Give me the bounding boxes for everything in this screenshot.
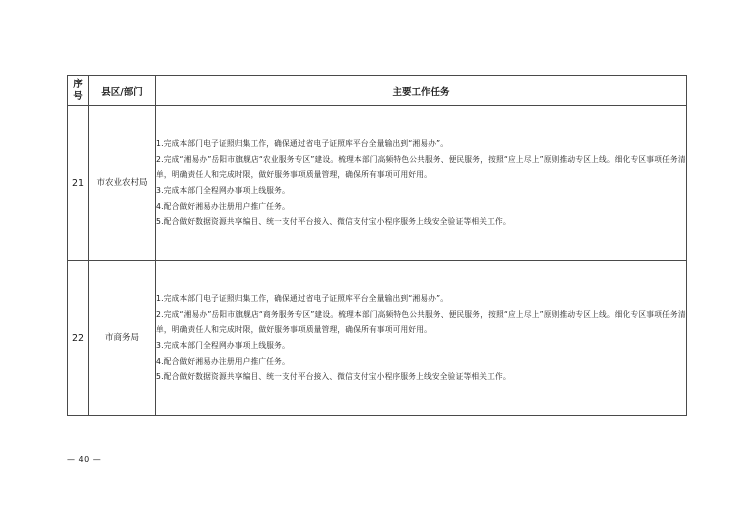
- row-department: 市农业农村局: [89, 106, 156, 261]
- page-number: — 40 —: [67, 455, 102, 464]
- task-item: 3.完成本部门全程网办事项上线服务。: [156, 341, 290, 350]
- row-department: 市商务局: [89, 261, 156, 416]
- header-seq-top: 序: [73, 78, 83, 90]
- task-item: 1.完成本部门电子证照归集工作，确保通过省电子证照库平台全量输出到“湘易办”。: [156, 294, 449, 304]
- task-item: 1.完成本部门电子证照归集工作，确保通过省电子证照库平台全量输出到“湘易办”。: [156, 139, 449, 149]
- task-item: 5.配合做好数据资源共享编目、统一支付平台接入、微信支付宝小程序服务上线安全验证等相关工作。: [156, 217, 511, 227]
- row-number: 21: [68, 106, 89, 261]
- task-item: 5.配合做好数据资源共享编目、统一支付平台接入、微信支付宝小程序服务上线安全验证等相关工作。: [156, 372, 511, 382]
- task-item: 2.完成“湘易办”岳阳市旗舰店“商务服务专区”建设。梳理本部门高频特色公共服务、便民服务，按照“应上尽上”原则推动专区上线。细化专区事项任务清单，明确责任人和完成时限，做好服务事项质量管理，确保所有事项可用好用。: [156, 309, 686, 335]
- task-item: 2.完成“湘易办”岳阳市旗舰店“农业服务专区”建设。梳理本部门高频特色公共服务、便民服务，按照“应上尽上”原则推动专区上线。细化专区事项任务清单，明确责任人和完成时限，做好服务事项质量管理，确保所有事项可用好用。: [156, 154, 686, 180]
- row-number: 22: [68, 261, 89, 416]
- table-row: [68, 106, 687, 261]
- task-item: 4.配合做好湘易办注册用户推广任务。: [156, 201, 290, 211]
- header-tasks: 主要工作任务: [156, 76, 687, 106]
- header-dept: 县区/部门: [89, 76, 156, 106]
- header-seq-bottom: 号: [73, 90, 83, 102]
- row-task-list: [156, 261, 687, 416]
- table-row: [68, 261, 687, 416]
- task-item: 4.配合做好湘易办注册用户推广任务。: [156, 356, 290, 366]
- task-item: 3.完成本部门全程网办事项上线服务。: [156, 186, 290, 195]
- table-header-row: [68, 76, 687, 106]
- row-task-list: [156, 106, 687, 261]
- header-seq: [68, 76, 89, 106]
- task-table: [67, 75, 687, 416]
